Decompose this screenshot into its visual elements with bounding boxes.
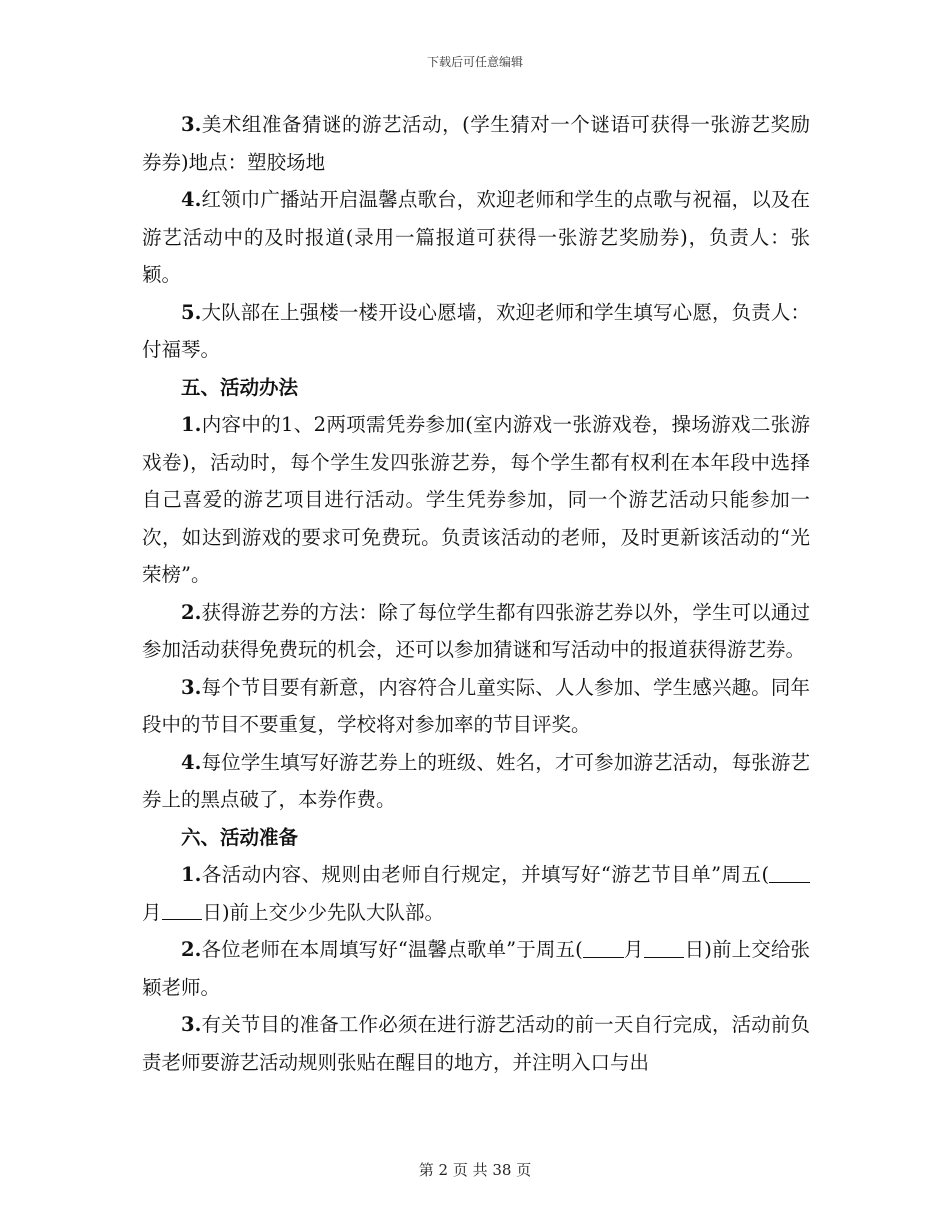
item-text-month: 月 <box>142 900 162 924</box>
item-number: 1. <box>181 413 202 436</box>
blank-month-line <box>583 937 624 958</box>
item-number: 2. <box>181 600 202 624</box>
paragraph-item-5 <box>142 294 810 369</box>
item-number: 3. <box>181 113 202 136</box>
page-header: 下载后可任意编辑 <box>426 55 523 69</box>
paragraph-item-4 <box>142 181 810 294</box>
blank-day-line <box>162 900 203 921</box>
item-number: 4. <box>181 750 202 774</box>
item-text: 每位学生填写好游艺券上的班级、姓名，才可参加游艺活动，每张游艺券上的黑点破了，本券作费。 <box>142 750 810 811</box>
item-number: 5. <box>181 300 202 324</box>
item-number: 3. <box>181 675 202 699</box>
document-body <box>142 106 810 1081</box>
item-text-end: 日)前上交少少先队大队部。 <box>202 900 445 924</box>
item-text: 每个节目要有新意，内容符合儿童实际、人人参加、学生感兴趣。同年段中的节目不要重复，学校将对参加率的节目评奖。 <box>142 675 810 736</box>
preparation-item-1 <box>142 856 810 931</box>
methods-item-1 <box>142 406 810 594</box>
preparation-item-3 <box>142 1006 810 1081</box>
methods-item-3 <box>142 669 810 744</box>
blank-month-line <box>769 862 810 883</box>
item-text: 有关节目的准备工作必须在进行游艺活动的前一天自行完成，活动前负责老师要游艺活动规则张贴在醒目的地方，并注明入口与出 <box>142 1013 810 1074</box>
item-text: 红领巾广播站开启温馨点歌台，欢迎老师和学生的点歌与祝福，以及在游艺活动中的及时报道(录用一篇报道可获得一张游艺奖励券)，负责人：张颖。 <box>142 188 810 286</box>
page-footer: 第 2 页 共 38 页 <box>418 1161 532 1179</box>
item-text: 获得游艺券的方法：除了每位学生都有四张游艺券以外，学生可以通过参加活动获得免费玩的机会，还可以参加猜谜和写活动中的报道获得游艺券。 <box>142 600 810 661</box>
item-number: 1. <box>181 863 202 886</box>
preparation-item-2 <box>142 931 810 1006</box>
methods-item-2 <box>142 594 810 669</box>
item-text-month: 月 <box>623 938 644 961</box>
item-text: 美术组准备猜谜的游艺活动，(学生猜对一个谜语可获得一张游艺奖励券券)地点：塑胶场地 <box>142 113 810 174</box>
methods-item-4 <box>142 744 810 819</box>
item-text: 大队部在上强楼一楼开设心愿墙，欢迎老师和学生填写心愿，负责人：付福琴。 <box>142 300 810 361</box>
item-text: 各活动内容、规则由老师自行规定，并填写好“游艺节目单”周五( <box>201 863 770 886</box>
item-text: 各位老师在本周填写好“温馨点歌单”于周五( <box>201 938 583 961</box>
blank-day-line <box>644 937 685 958</box>
item-number: 2. <box>181 938 202 961</box>
item-text: 内容中的1、2两项需凭券参加(室内游戏一张游戏卷，操场游戏二张游戏卷)，活动时，每个学生发四张游艺券，每个学生都有权利在本年段中选择自己喜爱的游艺项目进行活动。学生凭券参加，同一个游艺活动只能参加一次，如达到游戏的要求可免费玩。负责该活动的老师，及时更新该活动的“光荣榜”。 <box>142 413 810 586</box>
item-number: 3. <box>181 1013 202 1036</box>
item-number: 4. <box>181 188 202 211</box>
section-heading-preparation: 六、活动准备 <box>181 825 299 849</box>
section-heading-methods: 五、活动办法 <box>181 375 299 399</box>
paragraph-item-3 <box>142 106 810 181</box>
item-text-end: 日)前上交给张颖老师。 <box>142 938 811 999</box>
